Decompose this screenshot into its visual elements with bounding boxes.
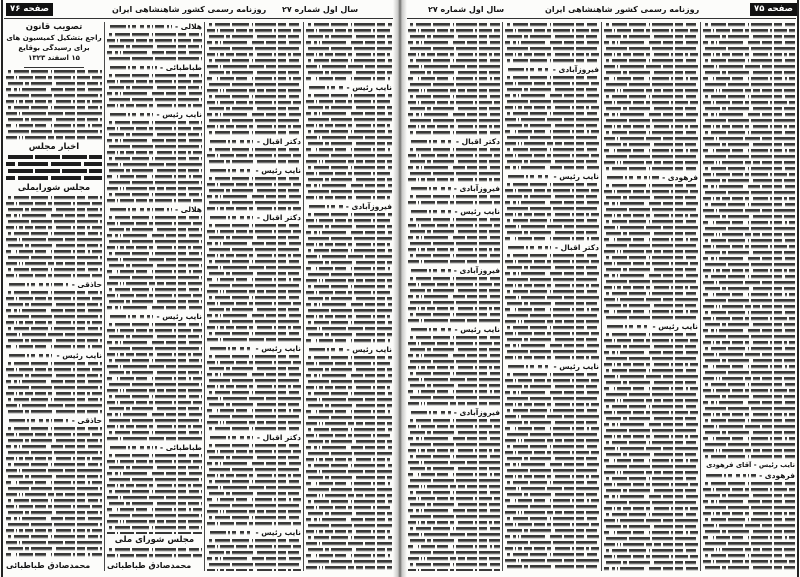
speaker-line xyxy=(107,205,202,214)
body-text-block xyxy=(207,223,301,343)
body-text-line xyxy=(107,445,157,451)
body-text-line xyxy=(6,353,53,359)
body-text-line xyxy=(408,209,451,215)
body-text-block xyxy=(505,182,599,242)
speaker-line xyxy=(207,528,301,537)
issue-left: سال اول شماره ۲۷ xyxy=(282,5,359,14)
signature: محمدصادق طباطبائی xyxy=(107,561,192,570)
body-text-line xyxy=(6,418,69,424)
column-rule xyxy=(502,22,503,571)
speaker-line xyxy=(107,443,202,452)
speaker-label: دکتر اقبال - xyxy=(455,137,500,146)
speaker-label: نایب رئیس - xyxy=(255,344,301,353)
body-text-block xyxy=(6,69,102,141)
section-title: تصویب قانون xyxy=(25,22,83,32)
page-number-right: صفحه ۷۵ xyxy=(750,3,797,16)
body-text-block xyxy=(207,538,301,571)
right-page-edge xyxy=(797,0,799,577)
subsection-heading: مجلس شورایملی xyxy=(17,183,91,193)
body-text-block xyxy=(604,22,698,172)
body-text-line xyxy=(6,282,69,288)
body-text-line xyxy=(505,245,552,251)
speaker-label: نایب رئیس - xyxy=(156,312,202,321)
body-text-line xyxy=(703,473,756,479)
speaker-line xyxy=(408,184,500,193)
speaker-label: فرهودی - xyxy=(662,173,698,182)
body-text-line xyxy=(505,174,550,180)
body-text-line xyxy=(306,204,343,210)
speaker-label: فرهودی - xyxy=(759,471,795,480)
body-text-block xyxy=(408,335,500,407)
body-text-block xyxy=(6,195,102,279)
body-text-block xyxy=(107,120,202,204)
left-page-column-c xyxy=(207,22,301,571)
page-number-left: صفحه ۷۶ xyxy=(6,3,53,16)
signature: محمدصادق طباطبائی xyxy=(6,561,91,570)
speaker-line xyxy=(107,312,202,321)
body-text-line xyxy=(207,139,254,145)
body-text-block xyxy=(6,426,102,559)
body-text-block xyxy=(207,176,301,212)
speaker-line xyxy=(207,344,301,353)
speaker-line xyxy=(505,172,599,181)
body-text-block xyxy=(207,443,301,527)
section-subtitle-line: برای رسیدگی بوقایع xyxy=(18,44,90,52)
body-text-line xyxy=(604,175,659,181)
body-text-block xyxy=(306,22,392,82)
body-text-block xyxy=(306,212,392,344)
body-text-block xyxy=(107,215,202,311)
body-text-line xyxy=(107,207,172,213)
speaker-line xyxy=(604,322,698,331)
body-text-line xyxy=(306,347,343,353)
body-text-block xyxy=(6,361,102,415)
speaker-line xyxy=(408,408,500,417)
speaker-label: طباطبائی - xyxy=(159,443,202,452)
body-text-block xyxy=(107,453,202,534)
body-text-block xyxy=(306,355,392,571)
speaker-line xyxy=(6,280,102,289)
body-text-block xyxy=(207,147,301,165)
speaker-line xyxy=(505,243,599,252)
speaker-line xyxy=(6,351,102,360)
left-page-column-a xyxy=(6,22,102,571)
body-text-line xyxy=(107,65,157,71)
speaker-label: نایب رئیس - xyxy=(255,528,301,537)
speaker-label: نایب رئیس - xyxy=(454,207,500,216)
bold-heading-block xyxy=(6,154,102,182)
speaker-label: هلالی - xyxy=(174,205,202,214)
column-rule xyxy=(700,22,701,571)
body-text-line xyxy=(207,168,252,174)
body-text-line xyxy=(408,186,451,192)
body-text-line xyxy=(505,67,550,73)
speaker-label: فیروزآبادی - xyxy=(552,65,599,74)
speaker-label: فیروزآبادی - xyxy=(453,266,500,275)
speaker-line xyxy=(306,202,392,211)
body-text-line xyxy=(207,346,252,352)
speaker-label: دکتر اقبال - xyxy=(554,243,599,252)
header-rule-right xyxy=(407,18,796,19)
speaker-line xyxy=(207,213,301,222)
body-text-block xyxy=(408,147,500,183)
body-text-line xyxy=(207,435,254,441)
speaker-line xyxy=(107,63,202,72)
speaker-line xyxy=(408,266,500,275)
column-rule xyxy=(204,22,205,571)
speaker-line xyxy=(107,110,202,119)
body-text-line xyxy=(604,324,649,330)
speaker-label: حاذقی - xyxy=(71,280,102,289)
left-page-column-d xyxy=(306,22,392,571)
speaker-line xyxy=(207,433,301,442)
speaker-line xyxy=(306,345,392,354)
body-text-block xyxy=(207,354,301,432)
speaker-line xyxy=(207,137,301,146)
body-text-line xyxy=(408,327,451,333)
body-text-line xyxy=(505,364,550,370)
body-text-block xyxy=(505,75,599,171)
body-text-block xyxy=(604,332,698,571)
right-page-column-h xyxy=(703,22,795,571)
speaker-label: نایب رئیس - xyxy=(553,172,599,181)
body-text-block xyxy=(505,22,599,64)
speaker-label: نایب رئیس - xyxy=(255,166,301,175)
body-text-block xyxy=(703,481,795,571)
speaker-label: دکتر اقبال - xyxy=(256,433,301,442)
speaker-line xyxy=(207,166,301,175)
body-text-line xyxy=(306,85,343,91)
section-subtitle-line: ۱۵ اسفند ۱۳۲۳ xyxy=(28,54,80,62)
speaker-label: فیروزآبادی - xyxy=(453,184,500,193)
section-heading: اخبار مجلس xyxy=(28,142,80,152)
speaker-line xyxy=(6,416,102,425)
speaker-line xyxy=(107,22,202,31)
speaker-line xyxy=(703,471,795,480)
divider xyxy=(24,64,84,68)
speaker-label: فیروزآبادی - xyxy=(345,202,392,211)
speaker-line xyxy=(408,137,500,146)
body-text-block xyxy=(505,253,599,361)
section-subtitle-line: راجع بتشکیل کمیسیون های xyxy=(6,34,102,42)
speaker-line xyxy=(306,83,392,92)
footer-heading: مجلس شورای ملی xyxy=(114,535,195,545)
speaker-line xyxy=(703,461,795,470)
body-text-block xyxy=(408,217,500,265)
body-text-block xyxy=(306,93,392,201)
right-page-column-f xyxy=(505,22,599,571)
column-rule xyxy=(303,22,304,571)
column-rule xyxy=(104,22,105,571)
body-text-line xyxy=(408,139,453,145)
body-text-block xyxy=(107,547,202,559)
header-rule-left xyxy=(4,18,393,19)
left-page-edge xyxy=(1,0,3,577)
body-text-block xyxy=(408,276,500,324)
issue-right: سال اول شماره ۲۷ xyxy=(428,5,505,14)
speaker-label: فیروزآبادی - xyxy=(453,408,500,417)
body-text-line xyxy=(408,268,451,274)
speaker-label: نایب رئیس - xyxy=(56,351,102,360)
speaker-label: نایب رئیس - xyxy=(156,110,202,119)
body-text-block xyxy=(107,32,202,62)
speaker-label: نایب رئیس - آقای فرهودی xyxy=(706,461,795,469)
right-page-column-e xyxy=(408,22,500,571)
speaker-label: دکتر اقبال - xyxy=(256,213,301,222)
speaker-line xyxy=(505,65,599,74)
body-text-line xyxy=(107,24,172,30)
masthead-right: روزنامه رسمی کشور شاهنشاهی ایران xyxy=(545,5,700,14)
body-text-block xyxy=(703,22,795,460)
body-text-block xyxy=(6,290,102,350)
speaker-line xyxy=(408,207,500,216)
speaker-label: نایب رئیس - xyxy=(553,362,599,371)
speaker-line xyxy=(408,325,500,334)
body-text-line xyxy=(107,314,153,320)
body-text-block xyxy=(408,194,500,206)
body-text-block xyxy=(207,22,301,136)
speaker-label: طباطبائی - xyxy=(159,63,202,72)
body-text-block xyxy=(408,418,500,571)
body-text-line xyxy=(207,215,254,221)
speaker-label: دکتر اقبال - xyxy=(256,137,301,146)
speaker-label: نایب رئیس - xyxy=(346,83,392,92)
speaker-label: نایب رئیس - xyxy=(454,325,500,334)
body-text-line xyxy=(207,530,252,536)
body-text-block xyxy=(107,322,202,442)
body-text-line xyxy=(408,410,451,416)
masthead-left: روزنامه رسمی کشور شاهنشاهی ایران xyxy=(112,5,267,14)
speaker-line xyxy=(505,362,599,371)
body-text-line xyxy=(107,112,153,118)
speaker-label: نایب رئیس - xyxy=(346,345,392,354)
speaker-label: حاذقی - xyxy=(71,416,102,425)
speaker-label: نایب رئیس - xyxy=(652,322,698,331)
right-page-column-g xyxy=(604,22,698,571)
body-text-block xyxy=(604,183,698,321)
column-rule xyxy=(601,22,602,571)
speaker-label: هلالی - xyxy=(174,22,202,31)
speaker-line xyxy=(604,173,698,182)
body-text-block xyxy=(408,22,500,136)
binding-gutter xyxy=(393,0,407,577)
left-page-column-b xyxy=(107,22,202,571)
body-text-block xyxy=(505,372,599,571)
body-text-block xyxy=(107,73,202,109)
